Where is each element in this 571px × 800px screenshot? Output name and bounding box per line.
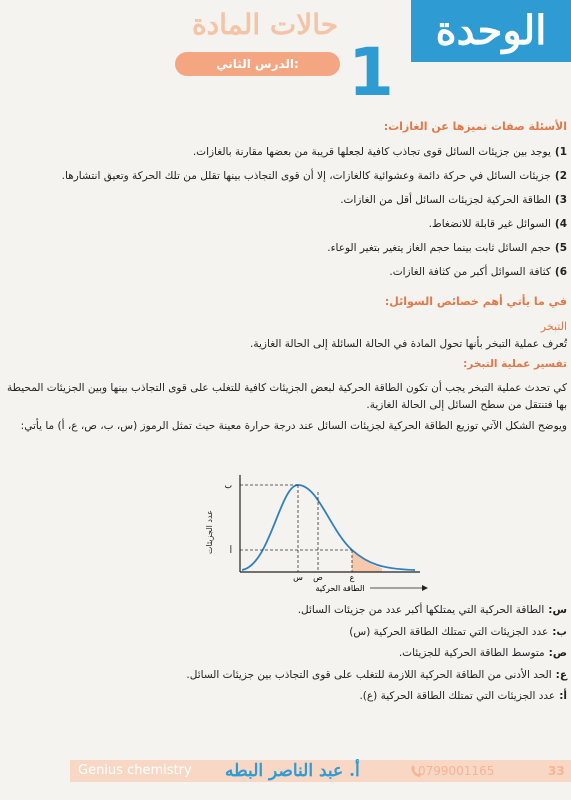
- section-title-liquid-properties: في ما يأتي أهم خصائص السوائل:: [384, 295, 567, 308]
- list-item: 1)يوجد بين جزيئات السائل قوى تجاذب كافية لجعلها قريبة من بعضها مقارنة بالغازات.: [192, 146, 567, 158]
- x-axis-label: الطاقة الحركية: [315, 584, 365, 593]
- evaporation-definition: تُعرف عملية التبخر بأنها تحول المادة في الحالة السائلة إلى الحالة الغازية.: [250, 338, 567, 350]
- y-axis-label: عدد الجزيئات: [205, 510, 214, 554]
- figure-intro: ويوضح الشكل الآتي توزيع الطاقة الحركية لجزيئات السائل عند درجة حرارة معينة حيث تمثل الرموز (س، ب، ص، ع، أ) ما يأتي:: [20, 420, 567, 432]
- definition-item: ع:الحد الأدنى من الطاقة الحركية اللازمة للتغلب على قوى التجاذب بين جزيئات السائل.: [186, 668, 567, 681]
- list-item: 6)كثافة السوائل أكبر من كثافة الغازات.: [389, 266, 567, 278]
- energy-distribution-graph: [190, 470, 430, 595]
- x-marker-sad: ص: [313, 573, 323, 582]
- list-item: 2)جزيئات السائل في حركة دائمة وعشوائية كالغازات، إلا أن قوى التجاذب بينها تقلل من تلك الحركة وتعيق انتشارها.: [61, 170, 567, 182]
- distribution-curve: [242, 485, 415, 570]
- definition-item: ب:عدد الجزيئات التي تمتلك الطاقة الحركية (س): [349, 625, 567, 638]
- unit-number: 1: [348, 34, 394, 111]
- evaporation-explain-title: تفسير عملية التبخر:: [463, 358, 567, 370]
- footer-brand: Genius chemistry: [78, 763, 192, 778]
- definition-item: أ:عدد الجزيئات التي تمتلك الطاقة الحركية (ع).: [359, 690, 567, 702]
- definition-item: ص:متوسط الطاقة الحركية للجزيئات.: [398, 647, 567, 659]
- x-arrow-head: [422, 585, 428, 591]
- list-item: 4)السوائل غير قابلة للانضغاط.: [428, 218, 567, 230]
- section-title-liquids-vs-gases: الأسئلة صفات تميزها عن الغازات:: [383, 120, 567, 133]
- x-marker-ain: ع: [349, 573, 355, 582]
- y-marker-a: أ: [229, 546, 232, 555]
- footer-phone: 0799001165: [418, 764, 495, 778]
- page-number: 33: [548, 764, 565, 778]
- x-marker-s: س: [293, 573, 303, 582]
- list-item: 3)الطاقة الحركية لجزيئات السائل أقل من الغازات.: [340, 194, 567, 206]
- evaporation-explain-text: كي تحدث عملية التبخر يجب أن تكون الطاقة الحركية لبعض الجزيئات كافية للتغلب على قوى التجاذب بينها وبين الجزيئات المحيطة بها فتنتقل من سطح السائل إلى الحالة الغازية.: [7, 382, 567, 411]
- footer-teacher-name: أ. عبد الناصر البطه: [225, 761, 360, 781]
- unit-banner: الوحدة: [411, 0, 571, 62]
- definition-item: س:الطاقة الحركية التي يمتلكها أكبر عدد من جزيئات السائل.: [297, 604, 567, 616]
- symbol-definitions: [7, 600, 567, 708]
- list-item: 5)حجم السائل ثابت بينما حجم الغاز يتغير بتغير الوعاء.: [327, 242, 567, 254]
- subtitle-evaporation: التبخر: [540, 320, 567, 333]
- y-marker-b: ب: [224, 481, 232, 490]
- liquid-properties-list: [7, 140, 567, 284]
- chapter-title: حالات المادة: [191, 8, 339, 41]
- lesson-label: الدرس الثاني:: [175, 52, 340, 76]
